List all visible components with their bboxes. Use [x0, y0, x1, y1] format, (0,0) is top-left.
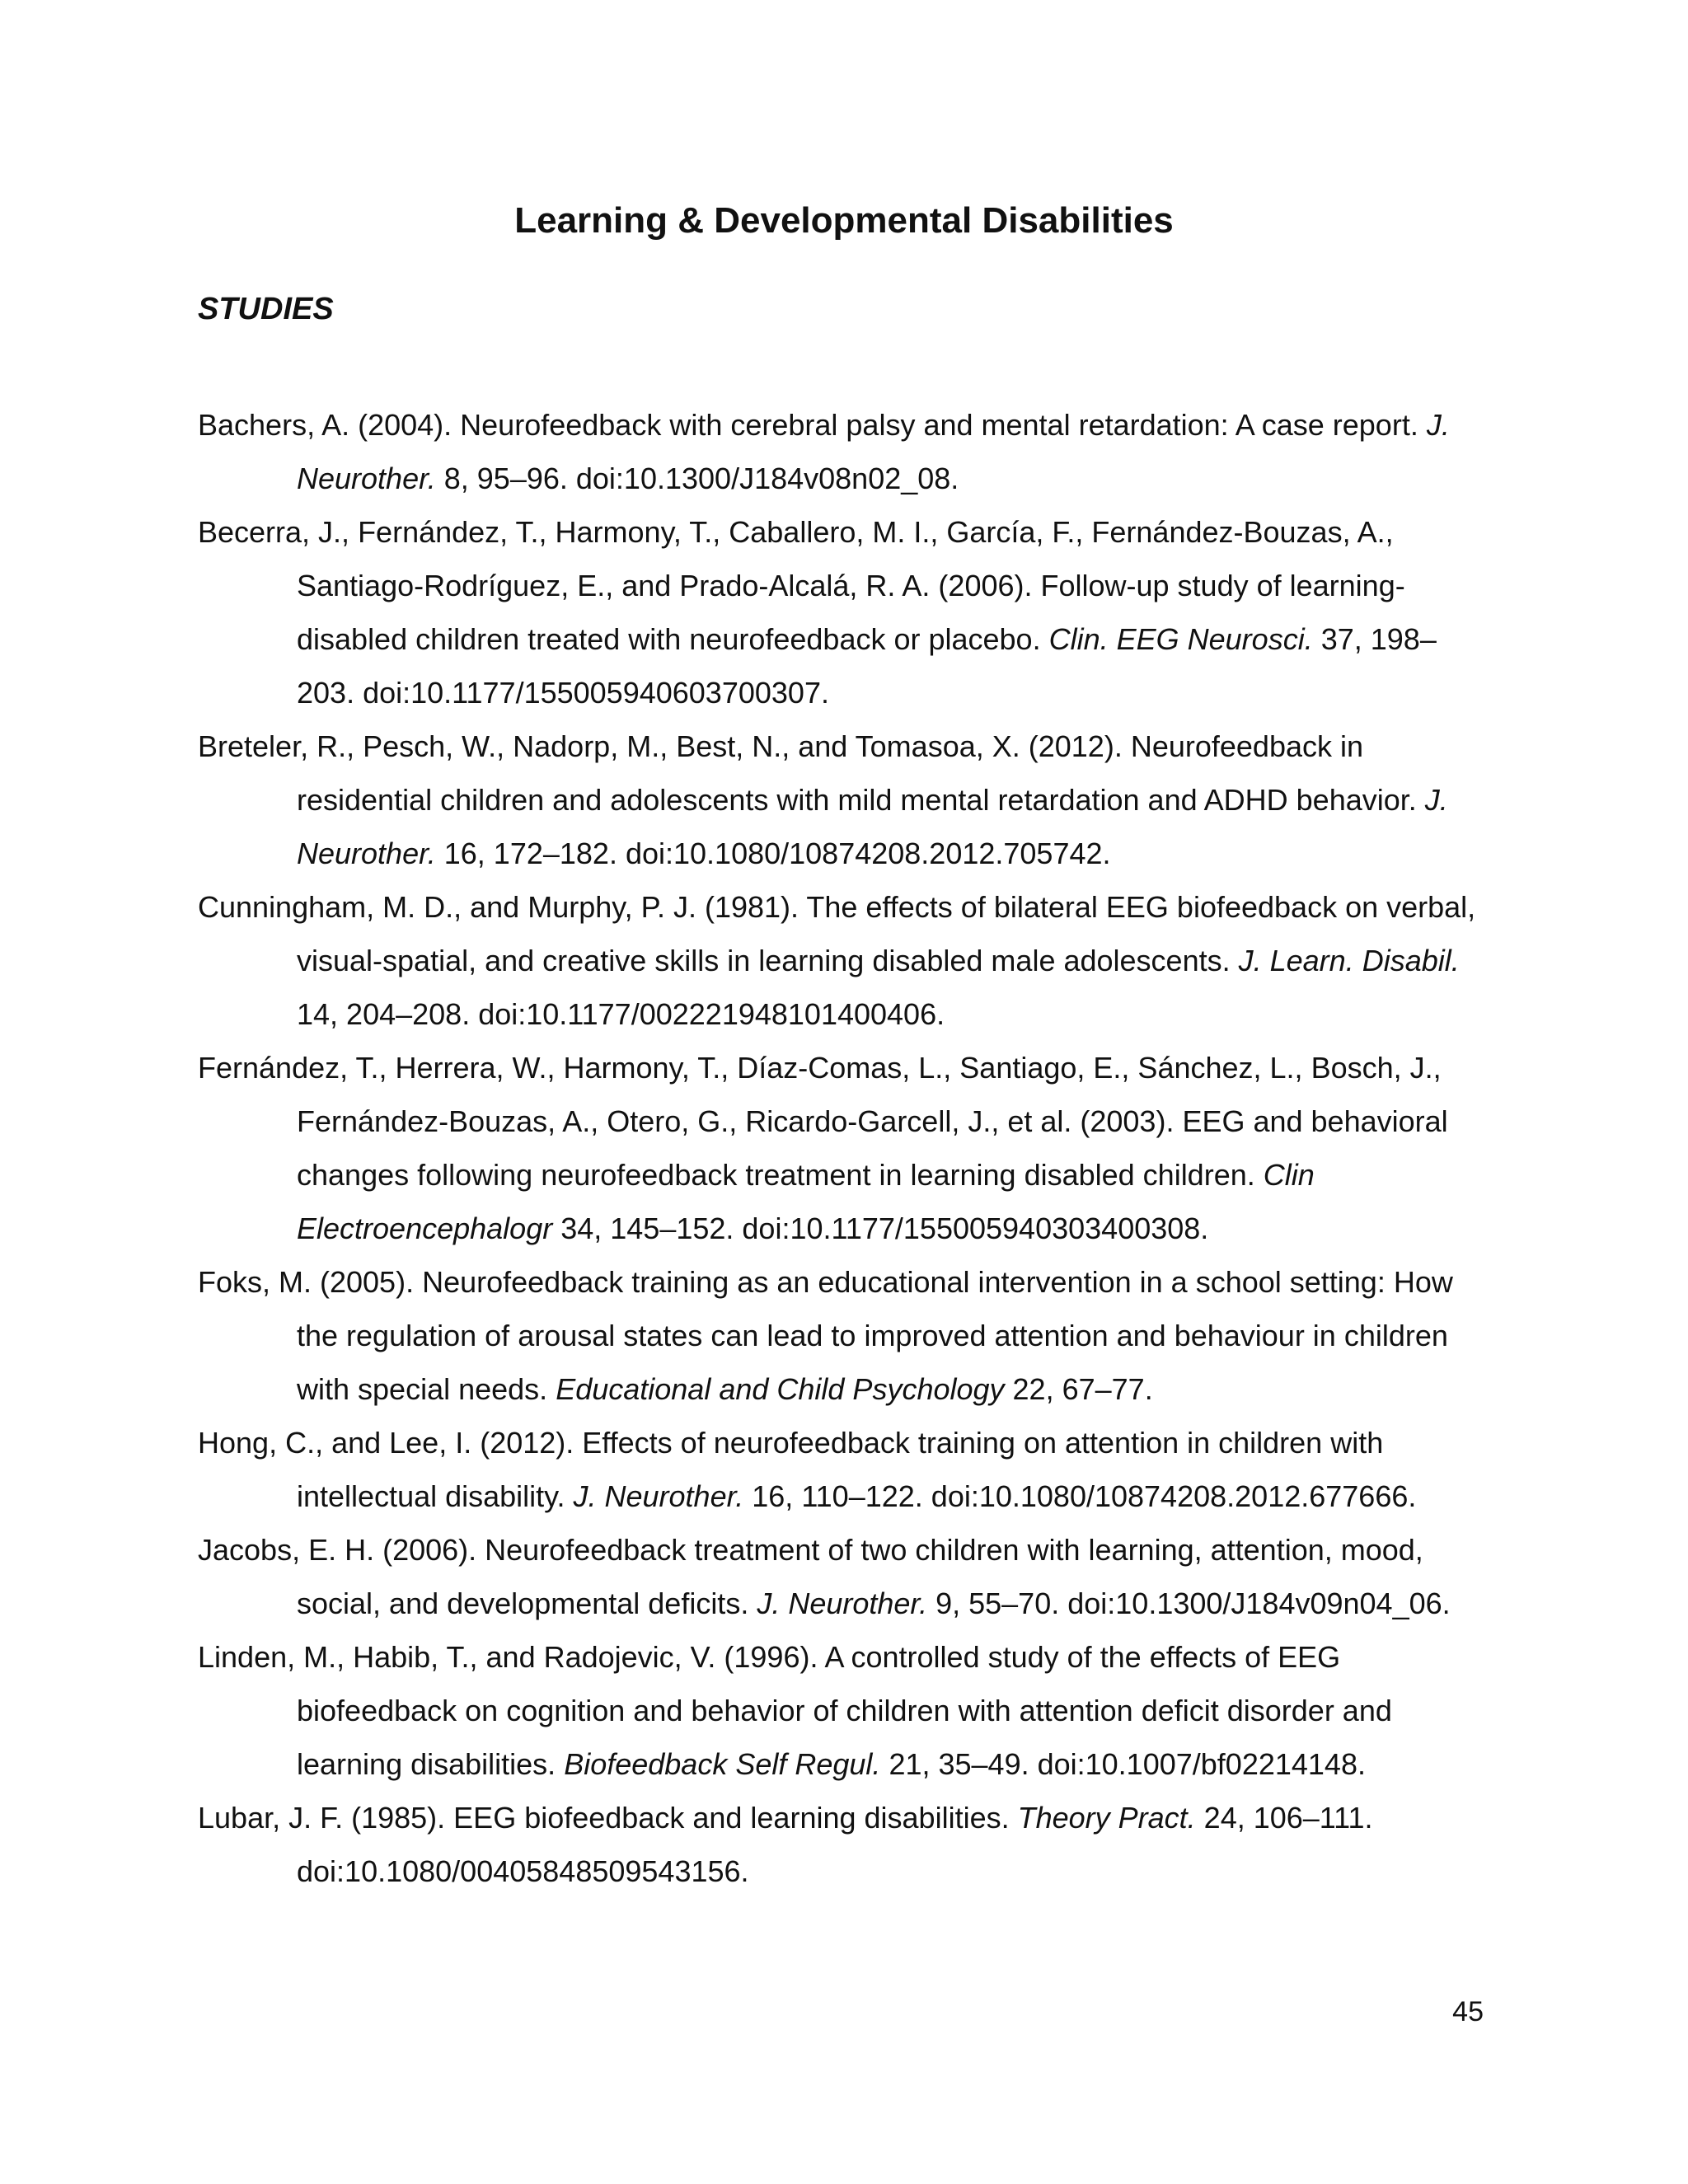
reference-item — [198, 505, 1484, 719]
reference-text: Becerra, J., Fernández, T., Harmony, T., Caballero, M. I., García, F., Fernández-Bouzas, A., Santiago-Rodríguez, E., and Prado-Alcalá, R. A. (2006). Follow-up study of learning-disabled children treated with neurofeedback or placebo. — [198, 515, 1405, 656]
reference-item — [198, 398, 1484, 505]
reference-journal: Biofeedback Self Regul. — [564, 1747, 881, 1781]
reference-details: 8, 95–96. doi:10.1300/J184v08n02_08. — [435, 462, 959, 495]
reference-text: Lubar, J. F. (1985). EEG biofeedback and learning disabilities. — [198, 1801, 1018, 1835]
reference-text: Hong, C., and Lee, I. (2012). Effects of neurofeedback training on attention in children with intellectual disability. — [198, 1426, 1384, 1513]
reference-journal: J. Neurother. — [573, 1479, 744, 1513]
reference-item — [198, 1630, 1484, 1791]
reference-details: 16, 110–122. doi:10.1080/10874208.2012.677666. — [743, 1479, 1417, 1513]
reference-journal: J. Neurother. — [297, 408, 1450, 495]
page-number: 45 — [1452, 1996, 1484, 2027]
reference-details: 24, 106–111. doi:10.1080/00405848509543156. — [297, 1801, 1373, 1888]
reference-item — [198, 1041, 1484, 1255]
reference-journal: J. Neurother. — [297, 783, 1448, 870]
reference-text: Breteler, R., Pesch, W., Nadorp, M., Best, N., and Tomasoa, X. (2012). Neurofeedback in residential children and adolescents with mild mental retardation and ADHD behavior. — [198, 729, 1425, 817]
reference-item — [198, 880, 1484, 1041]
reference-details: 14, 204–208. doi:10.1177/002221948101400406. — [297, 997, 945, 1031]
reference-text: Cunningham, M. D., and Murphy, P. J. (1981). The effects of bilateral EEG biofeedback on verbal, visual-spatial, and creative skills in learning disabled male adolescents. — [198, 890, 1476, 977]
reference-journal: Theory Pract. — [1017, 1801, 1196, 1835]
reference-text: Foks, M. (2005). Neurofeedback training as an educational intervention in a school setting: How the regulation of arousal states can lead to improved attention and behaviour in children with special needs. — [198, 1265, 1453, 1406]
reference-details: 9, 55–70. doi:10.1300/J184v09n04_06. — [927, 1586, 1451, 1620]
reference-item — [198, 1255, 1484, 1416]
reference-details: 16, 172–182. doi:10.1080/10874208.2012.705742. — [435, 837, 1111, 870]
reference-item — [198, 1416, 1484, 1523]
reference-text: Fernández, T., Herrera, W., Harmony, T., Díaz-Comas, L., Santiago, E., Sánchez, L., Bosch, J., Fernández-Bouzas, A., Otero, G., Ricardo-Garcell, J., et al. (2003). EEG and behavioral changes following neurofeedback treatment in learning disabled children. — [198, 1051, 1448, 1192]
reference-text: Linden, M., Habib, T., and Radojevic, V. (1996). A controlled study of the effects of EEG biofeedback on cognition and behavior of children with attention deficit disorder and learning disabilities. — [198, 1640, 1392, 1781]
reference-journal: Clin. EEG Neurosci. — [1048, 622, 1313, 656]
reference-journal: Educational and Child Psychology — [556, 1372, 1005, 1406]
reference-journal: J. Neurother. — [757, 1586, 928, 1620]
reference-list — [198, 398, 1484, 1898]
reference-details: 22, 67–77. — [1004, 1372, 1153, 1406]
reference-details: 37, 198–203. doi:10.1177/155005940603700307. — [297, 622, 1437, 710]
reference-item — [198, 1523, 1484, 1630]
reference-item — [198, 719, 1484, 880]
page-title: Learning & Developmental Disabilities — [514, 200, 1174, 241]
reference-item — [198, 1791, 1484, 1898]
section-heading: STUDIES — [198, 292, 334, 326]
reference-details: 34, 145–152. doi:10.1177/155005940303400308. — [552, 1212, 1209, 1245]
reference-text: Jacobs, E. H. (2006). Neurofeedback treatment of two children with learning, attention, mood, social, and developmental deficits. — [198, 1533, 1423, 1620]
reference-details: 21, 35–49. doi:10.1007/bf02214148. — [880, 1747, 1366, 1781]
reference-text: Bachers, A. (2004). Neurofeedback with cerebral palsy and mental retardation: A case report. — [198, 408, 1427, 442]
reference-journal: Clin Electroencephalogr — [297, 1158, 1315, 1245]
reference-journal: J. Learn. Disabil. — [1238, 944, 1460, 977]
